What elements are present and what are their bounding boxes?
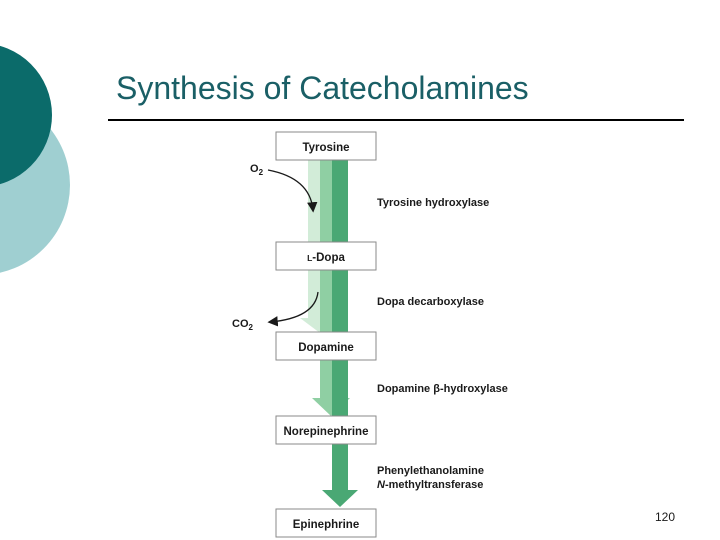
pnmt-suffix: -methyltransferase	[384, 479, 484, 491]
compound-label-l-dopa	[307, 252, 345, 264]
enzyme-pnmt-line-1: Phenylethanolamine	[377, 465, 484, 477]
dbh-suffix: -hydroxylase	[439, 383, 508, 395]
carbon-dioxide-symbol: CO	[232, 318, 249, 330]
carbon-dioxide-subscript: 2	[248, 323, 253, 332]
compound-label-norepinephrine: Norepinephrine	[283, 426, 369, 438]
enzyme-tyrosine-hydroxylase: Tyrosine hydroxylase	[377, 197, 490, 209]
l-dopa-small-cap-l: L	[307, 253, 313, 263]
compound-box-norepinephrine	[276, 416, 376, 444]
pnmt-italic-n: N	[377, 479, 385, 491]
compound-box-epinephrine	[276, 509, 376, 537]
oxygen-input-arrow	[268, 170, 313, 210]
l-dopa-suffix: -Dopa	[312, 252, 345, 264]
slide-title: Synthesis of Catecholamines	[116, 70, 529, 106]
enzyme-dopamine-beta-hydroxylase	[377, 383, 508, 395]
compound-box-l-dopa	[276, 242, 376, 270]
enzyme-dopa-decarboxylase: Dopa decarboxylase	[377, 296, 484, 308]
compound-label-tyrosine: Tyrosine	[302, 142, 350, 154]
compound-label-dopamine: Dopamine	[298, 342, 354, 354]
compound-box-tyrosine	[276, 132, 376, 160]
oxygen-symbol: O	[250, 163, 259, 175]
oxygen-subscript: 2	[258, 168, 264, 177]
page-number: 120	[655, 510, 676, 524]
dbh-beta-symbol: β	[433, 383, 440, 395]
compound-label-epinephrine: Epinephrine	[292, 519, 360, 531]
enzyme-pnmt-line-2	[377, 479, 483, 491]
carbon-dioxide-label	[232, 318, 254, 332]
compound-box-dopamine	[276, 332, 376, 360]
dbh-prefix: Dopamine	[377, 383, 434, 395]
oxygen-label	[250, 163, 264, 177]
